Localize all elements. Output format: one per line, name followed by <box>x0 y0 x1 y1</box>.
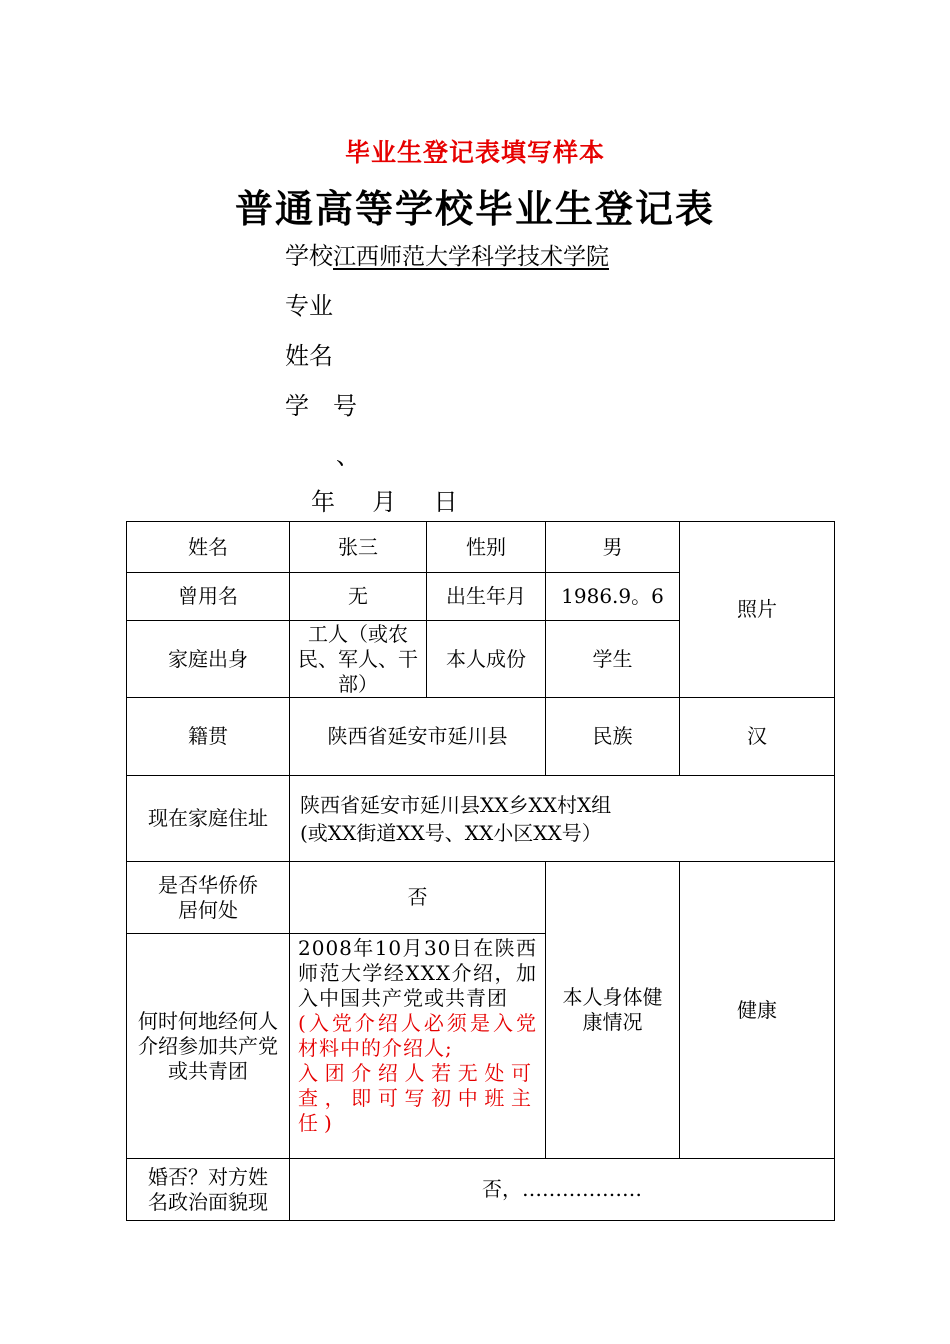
party-value-cell <box>290 934 546 1159</box>
name-cell-value: 张三 <box>290 522 427 573</box>
party-note-2: 入团介绍人若无处可查，即可写初中班主任) <box>298 1061 537 1135</box>
ethnic-value: 汉 <box>680 698 835 776</box>
overseas-label: 是否华侨侨居何处 <box>127 862 290 934</box>
gender-value: 男 <box>546 522 680 573</box>
date-line <box>311 482 458 517</box>
student-id-label: 学 号 <box>285 392 357 420</box>
birth-value: 1986.9。6 <box>546 573 680 621</box>
month-label: 月 <box>372 488 397 516</box>
marriage-label: 婚否？对方姓名政治面貌现 <box>127 1159 290 1221</box>
former-name-label: 曾用名 <box>127 573 290 621</box>
registration-table <box>126 521 835 1221</box>
overseas-value: 否 <box>290 862 546 934</box>
school-value: 江西师范大学科学技术学院 <box>333 244 609 270</box>
former-name-value: 无 <box>290 573 427 621</box>
birth-label: 出生年月 <box>427 573 546 621</box>
year-label: 年 <box>311 488 335 516</box>
family-origin-label: 家庭出身 <box>127 621 290 698</box>
native-label: 籍贯 <box>127 698 290 776</box>
name-cell-label: 姓名 <box>127 522 290 573</box>
family-origin-value: 工人（或农民、军人、干部） <box>290 621 427 698</box>
address-label: 现在家庭住址 <box>127 776 290 862</box>
health-label: 本人身体健康情况 <box>546 862 680 1159</box>
sample-title: 毕业生登记表填写样本 <box>344 138 605 167</box>
party-value: 2008年10月30日在陕西师范大学经XXX介绍，加入中国共产党或共青团 <box>298 936 537 1010</box>
photo-cell: 照片 <box>680 522 835 698</box>
school-label: 学校 <box>285 242 333 270</box>
gender-label: 性别 <box>427 522 546 573</box>
page-title: 普通高等学校毕业生登记表 <box>234 187 715 231</box>
address-line-1: 陕西省延安市延川县XX乡XX村X组 <box>300 792 612 817</box>
party-label: 何时何地经何人介绍参加共产党或共青团 <box>127 934 290 1159</box>
status-label: 本人成份 <box>427 621 546 698</box>
health-value: 健康 <box>680 862 835 1159</box>
marriage-value: 否，……………… <box>290 1159 835 1221</box>
status-value: 学生 <box>546 621 680 698</box>
party-note-1: (入党介绍人必须是入党材料中的介绍人; <box>298 1011 537 1060</box>
name-label: 姓名 <box>285 342 333 370</box>
address-value <box>290 776 835 862</box>
punctuation-mark: 、 <box>336 442 360 470</box>
major-label: 专业 <box>285 292 333 320</box>
address-line-2: (或XX街道XX号、XX小区XX号） <box>300 820 602 845</box>
school-field <box>285 236 609 271</box>
ethnic-label: 民族 <box>546 698 680 776</box>
native-value: 陕西省延安市延川县 <box>290 698 546 776</box>
day-label: 日 <box>433 488 458 516</box>
